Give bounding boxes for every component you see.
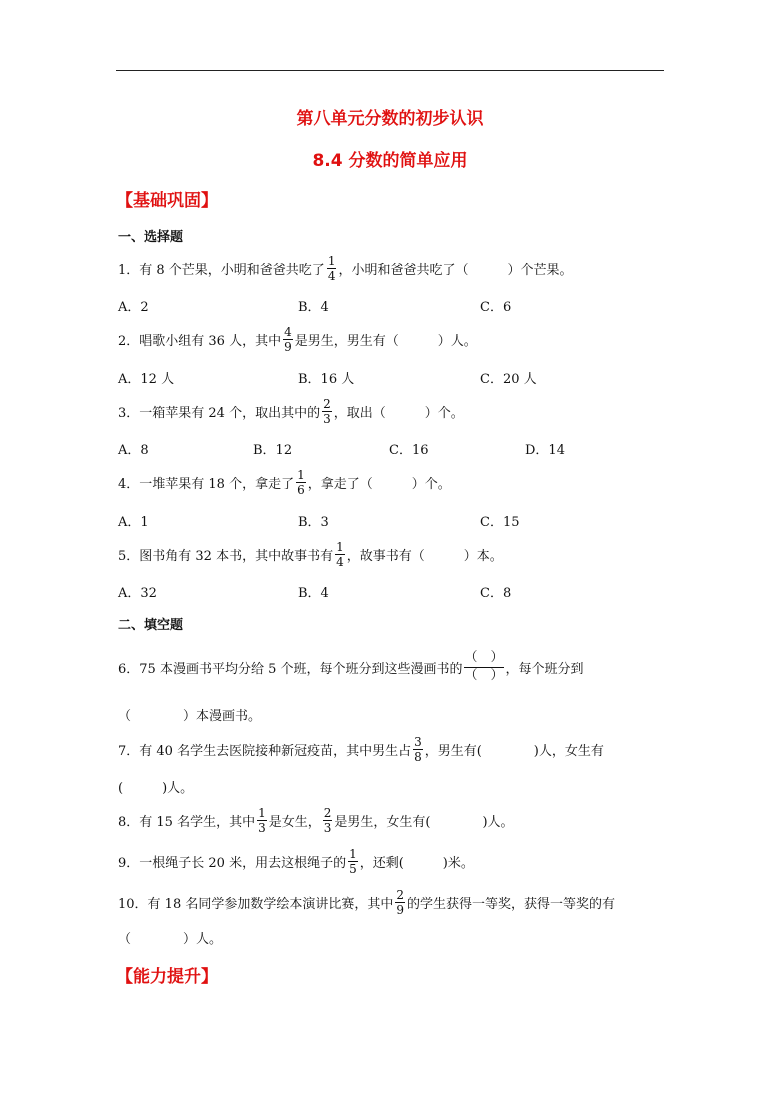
fraction: $\frac{3}{8}$ — [414, 734, 422, 764]
option-b[interactable]: B．16 人 — [298, 372, 355, 387]
part-choice-heading: 一、选择题 — [118, 230, 184, 245]
option-c[interactable]: C．15 — [480, 515, 520, 530]
option-a[interactable]: A．12 人 — [118, 372, 175, 387]
answer-blank[interactable] — [425, 545, 464, 564]
top-rule — [116, 70, 664, 71]
option-b[interactable]: B．4 — [298, 586, 329, 601]
option-a[interactable]: A．1 — [118, 515, 149, 530]
question-7: 7．有 40 名学生去医院接种新冠疫苗，其中男生占 $\frac{3}{8}$ ，男生有( )人，女生有 — [118, 734, 604, 764]
section-advanced: 【能力提升】 — [116, 967, 218, 987]
option-a[interactable]: A．8 — [118, 443, 149, 458]
question-7-line2: ( )人。 — [118, 780, 194, 796]
fraction-blank[interactable]: $\frac{( )}{( )}$ — [464, 650, 504, 683]
option-c[interactable]: C．6 — [480, 300, 512, 315]
answer-blank[interactable] — [399, 330, 438, 349]
fraction: $\frac{4}{9}$ — [284, 324, 292, 354]
page-subtitle: 8.4 分数的简单应用 — [312, 151, 468, 171]
option-a[interactable]: A．2 — [118, 300, 149, 315]
fraction: $\frac{2}{3}$ — [323, 805, 332, 835]
question-3: 3．一箱苹果有 24 个，取出其中的 $\frac{2}{3}$ ，取出（ ）个。 — [118, 396, 464, 426]
question-9: 9．一根绳子长 20 米，用去这根绳子的 $\frac{1}{5}$ ，还剩( )米。 — [118, 846, 474, 876]
question-8: 8．有 15 名学生，其中 $\frac{1}{3}$ 是女生， $\frac{2}{3}$ 是男生，女生有( )人。 — [118, 805, 514, 835]
option-b[interactable]: B．4 — [298, 300, 329, 315]
option-c[interactable]: C．20 人 — [480, 372, 537, 387]
answer-blank[interactable] — [468, 259, 507, 278]
section-basic: 【基础巩固】 — [116, 191, 218, 211]
option-b[interactable]: B．3 — [298, 515, 329, 530]
question-10: 10．有 18 名同学参加数学绘本演讲比赛，其中 $\frac{2}{9}$ 的学生获得一等奖，获得一等奖的有 — [118, 887, 616, 917]
question-5: 5．图书角有 32 本书，其中故事书有 $\frac{1}{4}$ ，故事书有（ ）本。 — [118, 539, 503, 569]
question-6-line2: （ ）本漫画书。 — [118, 708, 262, 724]
question-1: 1．有 8 个芒果，小明和爸爸共吃了 $\frac{1}{4}$ ，小明和爸爸共吃了（ ）个芒果。 — [118, 253, 573, 283]
fraction: $\frac{1}{4}$ — [336, 539, 344, 569]
option-a[interactable]: A．32 — [118, 586, 157, 601]
page-title: 第八单元分数的初步认识 — [296, 109, 484, 129]
fraction: $\frac{1}{5}$ — [349, 846, 357, 876]
question-4: 4．一堆苹果有 18 个，拿走了 $\frac{1}{6}$ ，拿走了（ ）个。 — [118, 467, 451, 497]
fraction: $\frac{1}{3}$ — [258, 805, 266, 835]
answer-blank[interactable] — [386, 402, 425, 421]
fraction: $\frac{2}{9}$ — [396, 887, 404, 917]
fraction: $\frac{1}{4}$ — [327, 253, 336, 283]
option-b[interactable]: B．12 — [253, 443, 293, 458]
option-c[interactable]: C．16 — [389, 443, 429, 458]
part-fill-heading: 二、填空题 — [118, 618, 184, 633]
option-c[interactable]: C．8 — [480, 586, 512, 601]
answer-blank[interactable] — [373, 473, 412, 492]
question-10-line2: （ ）人。 — [118, 931, 223, 947]
fraction: $\frac{2}{3}$ — [323, 396, 331, 426]
option-d[interactable]: D．14 — [525, 443, 565, 458]
fraction: $\frac{1}{6}$ — [297, 467, 305, 497]
question-6: 6．75 本漫画书平均分给 5 个班，每个班分到这些漫画书的 $\frac{( )}{( )}$ ，每个班分到 — [118, 650, 584, 683]
question-2: 2．唱歌小组有 36 人，其中 $\frac{4}{9}$ 是男生，男生有（ ）人。 — [118, 324, 477, 354]
